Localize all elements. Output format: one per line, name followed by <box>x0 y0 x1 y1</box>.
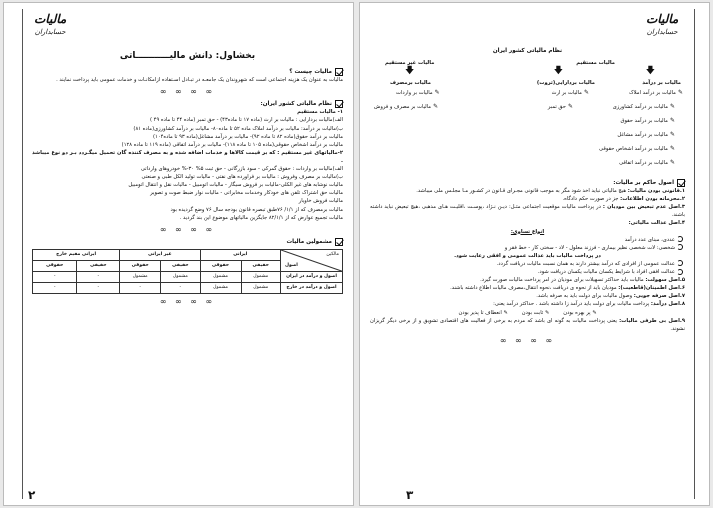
table-cell: مشمول <box>200 283 241 294</box>
tree-item: ✎مالیات بر واردات <box>396 89 440 96</box>
tax-system-tree <box>370 47 685 175</box>
list-item: عدالت افقی افراد با شرایط یکسان مالیات یکسان دریافت شود. <box>370 268 683 276</box>
checkbox-icon <box>335 68 343 76</box>
diagonal-header-cell: مالکین اصول <box>281 249 343 271</box>
principle-item: ۶.اصل اطمینان(قاطعیت): مودیان باید از نحوه ی دریافت ،نحوه انتقال،مصرف مالیات اطلاع داشته باشند. <box>450 285 685 292</box>
pencil-check-icon: ✎ <box>677 89 683 96</box>
margin-rule <box>694 9 695 499</box>
pencil-check-icon: ✎ <box>433 103 439 110</box>
list-item: ✎ ثابت بودن <box>521 309 550 316</box>
section-title: نظام مالیاتی کشور ایران: <box>32 100 343 108</box>
ornament-divider: ∞ ∞ ∞ ∞ <box>159 87 216 97</box>
checkbox-icon <box>335 238 343 246</box>
checkbox-icon <box>335 100 343 108</box>
table-cell: اصول و درآمد در خارج <box>281 283 343 294</box>
paragraph-line: الف)مالیات بر واردات : حقوق گمرکی - سود بازرگانی - حق ثبت ۵% ۳۰-% خودروهای وارداتی <box>140 166 343 173</box>
principle-item: ۹.اصل بی طرفی مالیات: یعنی پرداخت مالیات به گونه ای باشد که مردم به برخی از فعالیت های اقتصادی تشویق و از برخی دیگر گریزان نشوند. <box>370 317 685 332</box>
pencil-check-icon: ✎ <box>669 103 675 110</box>
section-title: مالیات چیست ؟ <box>32 68 343 76</box>
table-cell: - <box>33 283 77 294</box>
pencil-check-icon: ✎ <box>434 89 440 96</box>
table-cell: - <box>77 283 120 294</box>
subsection-title: ۱- مالیات مستقیم <box>297 109 343 116</box>
tree-item: ✎مالیات بر مصرف و فروش <box>374 103 439 110</box>
table-subheader: حقوقی <box>200 260 241 271</box>
principle-item: ۵.اصل سهولت: مالیات باید حداکثر تسهیلات برای مودیان در امر پرداخت مالیات صورت گیرد. <box>480 277 685 284</box>
page-number: ۲ <box>28 488 36 502</box>
table-cell: مشمول <box>161 272 200 283</box>
tree-item: ✎مالیات بر درآمد حقوق <box>620 117 675 124</box>
tree-item: ✎مالیات بر درآمد مشاغل <box>617 131 675 138</box>
paragraph-line: ب)مالیات بر مصرف وفروش : مالیات بر فراورده های نفتی - مالیات تولید الکل طبی و صنعتی <box>141 174 343 181</box>
page-3 <box>359 2 710 506</box>
margin-rule <box>22 9 23 499</box>
list-item: ✎ انعطاف تا پذیر بودن <box>458 309 508 316</box>
tree-item: ✎مالیات بر درآمد املاک <box>629 89 683 96</box>
table-row <box>33 249 343 260</box>
tree-item: ✎مالیات بر درآمد اتفاقی <box>619 159 675 166</box>
table-row <box>33 283 343 294</box>
tree-title: نظام مالیاتی کشور ایران <box>492 48 563 54</box>
list-item: شخصی: لات شخصی نظیر بیماری - فرزند معلول - لاد - سختی کار - خط فقر و <box>370 244 683 252</box>
pencil-check-icon: ✎ <box>669 131 675 138</box>
table-subheader: حقیقی <box>241 260 280 271</box>
tree-item: ✎مالیات بر درآمد اشخاص حقوقی <box>599 145 675 152</box>
principle-item: ۷.اصل صرفه جویی: وصول مالیات برای دولت باید به صرفه باشد. <box>536 293 685 300</box>
table-cell: مشمول <box>241 272 280 283</box>
paragraph-line: مالیات بر درآمد اشخاص حقوقی(ماده ۱۰۵ تا ماده ۱۱۸)- مالیات بر درآمد اتفاقی (ماده ۱۱۹ تا ماده ۱۲۸) <box>121 141 343 148</box>
table-row <box>33 272 343 283</box>
page-content <box>32 49 343 310</box>
page-number: ۳ <box>406 488 414 502</box>
arrow-down-icon: 🡇 <box>645 66 655 76</box>
table-subheader: حقیقی <box>161 260 200 271</box>
tree-item: ✎مالیات بر ارث <box>551 89 589 96</box>
circle-bullet-icon <box>677 244 683 250</box>
checkbox-icon <box>677 179 685 187</box>
page-logo: ماليات حسابداران <box>34 12 67 36</box>
table-header: ایرانی مقیم خارج <box>33 249 120 260</box>
table-header: غیر ایرانی <box>120 249 200 260</box>
section-title: مشمولین مالیات <box>32 238 343 246</box>
equity-list <box>370 260 685 276</box>
list-item: عددی، مبنای عدد درآمد <box>370 236 683 244</box>
table-cell: مشمول <box>120 272 161 283</box>
circle-bullet-icon <box>677 260 683 266</box>
principle-item: ۸.اصل درآمد: پرداخت مالیات برای دولت باید درآمد زا داشته باشد . حداکثر درآمد یعنی: <box>493 301 685 308</box>
paragraph: مالیات به عنوان یک هزینه اجتماعی است که شهروندان یک جامعـه در تبـادل اسـتفاده ازامکانـات و خدمات عمومی باید پرداخت نمایند . <box>56 77 343 84</box>
page-logo: ماليات حسابداران <box>646 12 679 36</box>
tree-node-asset: مالیات بردارایی(ثروت) <box>536 80 595 86</box>
pencil-check-icon: ✎ <box>583 89 589 96</box>
table-header: ایرانی <box>200 249 280 260</box>
table-cell: - <box>77 272 120 283</box>
arrow-down-icon: 🡇 <box>553 66 563 76</box>
paragraph-line: مالیات حق اشتراک تلفن های خودکار وخدمات مخابراتی - مالیات نوار ضبط صوت و تصویر <box>150 190 343 197</box>
table-cell: مشمول <box>241 283 280 294</box>
paragraph-line: ۲-مالیاتهای غیر مستقیم : که بر قیمت کالاها و خدمات اضافه شده و به مصرف کننده گان تحمیل میگـردد بـر دو نوع میباشد . <box>32 149 343 164</box>
section-title: اصول حاکم بر مالیات: <box>370 179 685 187</box>
table-subheader: حقیقی <box>77 260 120 271</box>
tree-item: ✎حق تمبر <box>547 103 573 110</box>
page-2 <box>3 2 354 506</box>
tree-node-direct: مالیات مستقیم <box>576 60 615 66</box>
revenue-bullets <box>370 309 685 317</box>
pencil-check-icon: ✎ <box>567 103 573 110</box>
circle-bullet-icon <box>677 236 683 242</box>
principle-item: ۲.محرمانه بودن اطلاعات: جز در صورت حکم دادگاه. <box>562 196 685 203</box>
ornament-divider: ∞ ∞ ∞ ∞ <box>499 335 556 345</box>
paragraph-line: ب)مالیات بر درآمد: مالیات بر درآمد املاک ماده ۵۲ تا ماده۸۰- مالیات بر درآمد کشاورزی(ماده ۸۱) <box>133 125 343 132</box>
table-cell: مشمول <box>200 272 241 283</box>
paragraph-line: مالیات تجمیع عوارض که از ۸۲/۱/۱ جایگزین مالیاتهای موضوع این بند گردید . <box>179 214 343 221</box>
ornament-divider: ∞ ∞ ∞ ∞ <box>159 297 216 307</box>
table-cell: - <box>33 272 77 283</box>
tree-node-consumption: مالیات برمصرف <box>390 80 431 86</box>
paragraph-line: مالیات برمصرف که از ۱/۱/ ۷۶طبق تبصره قانون بودجه سال ۷۶ وضع گردیده بود <box>170 206 343 213</box>
table-subheader: حقوقی <box>33 260 77 271</box>
tree-item: ✎مالیات بر درآمد کشاورزی <box>612 103 675 110</box>
paragraph-line: مالیات بر درآمد حقوق(ماده ۸۲ تا ماده ۹۲)- مالیات بر درآمد مشاغل(ماده ۹۳ تا ماده۱۰۴) <box>153 133 343 140</box>
paragraph-line: مالیات فروش خاویار <box>298 198 343 205</box>
pencil-check-icon: ✎ <box>669 159 675 166</box>
paragraph-line: الف)مالیات بردارایی : مالیات بر ارث (ماده ۱۷ تا ماده۴۳) - حق تمبر (ماده ۴۴ تا ماده ۴۹ ) <box>149 117 343 124</box>
table-cell: - <box>161 283 200 294</box>
table-cell: - <box>120 283 161 294</box>
list-item: ✎ پر بهره بودن <box>563 309 597 316</box>
principle-item: ۳.اصل عدم تبعیض بین مودیان : در پرداخت مالیات موقعیت اجتماعی مثـل: دیـن نـژاد ،پوسـت ،اقلیـت هـای مذهبی ،هیچ تبعیض نباید داشته باشند. <box>370 204 685 219</box>
pencil-check-icon: ✎ <box>592 309 597 316</box>
principle-item: ۴.اصل عدالت مالیاتی: <box>628 220 685 227</box>
subsection-title: انواع تساوی: <box>510 228 545 235</box>
pencil-check-icon: ✎ <box>669 117 675 124</box>
page-content <box>370 47 685 349</box>
circle-bullet-icon <box>677 269 683 275</box>
paragraph-line: مالیات نوشابه های غیر الکلی-مالیات بر فروش سیگار - مالیات اتومبیل - مالیات نقل و انتقال اتومبیل <box>128 182 343 189</box>
arrow-down-icon: 🡇 <box>405 66 415 76</box>
taxpayers-table <box>32 249 343 294</box>
equality-list <box>370 236 685 252</box>
principle-item: ۱.قانونی بودن مالیات: هیچ مالیاتی نباید اخذ شود مگر به موجب قانونی مجـرای قـانون در کشـور مـا مجلـس ملی میباشد. <box>416 188 685 195</box>
ornament-divider: ∞ ∞ ∞ ∞ <box>159 224 216 234</box>
pencil-check-icon: ✎ <box>503 309 508 316</box>
list-item: عدالت عمومی از افرادی که درآمد بیشتر دارند به همان نسبت مالیات دریافت گردد. <box>370 260 683 268</box>
table-subheader: حقوقی <box>120 260 161 271</box>
tree-node-indirect: مالیات غیر مستقیم <box>385 60 435 66</box>
table-cell: اصول و درآمد در ایران <box>281 272 343 283</box>
tree-node-income: مالیات بر درآمد <box>642 80 681 86</box>
pencil-check-icon: ✎ <box>544 309 550 316</box>
chapter-heading: بخشاول: دانش مالیـــــــــــاتی <box>119 51 256 61</box>
pencil-check-icon: ✎ <box>669 145 675 152</box>
highlight-note: در پرداخت مالیات باید عدالت عمومی و افقی رعایت شود. <box>454 252 601 259</box>
